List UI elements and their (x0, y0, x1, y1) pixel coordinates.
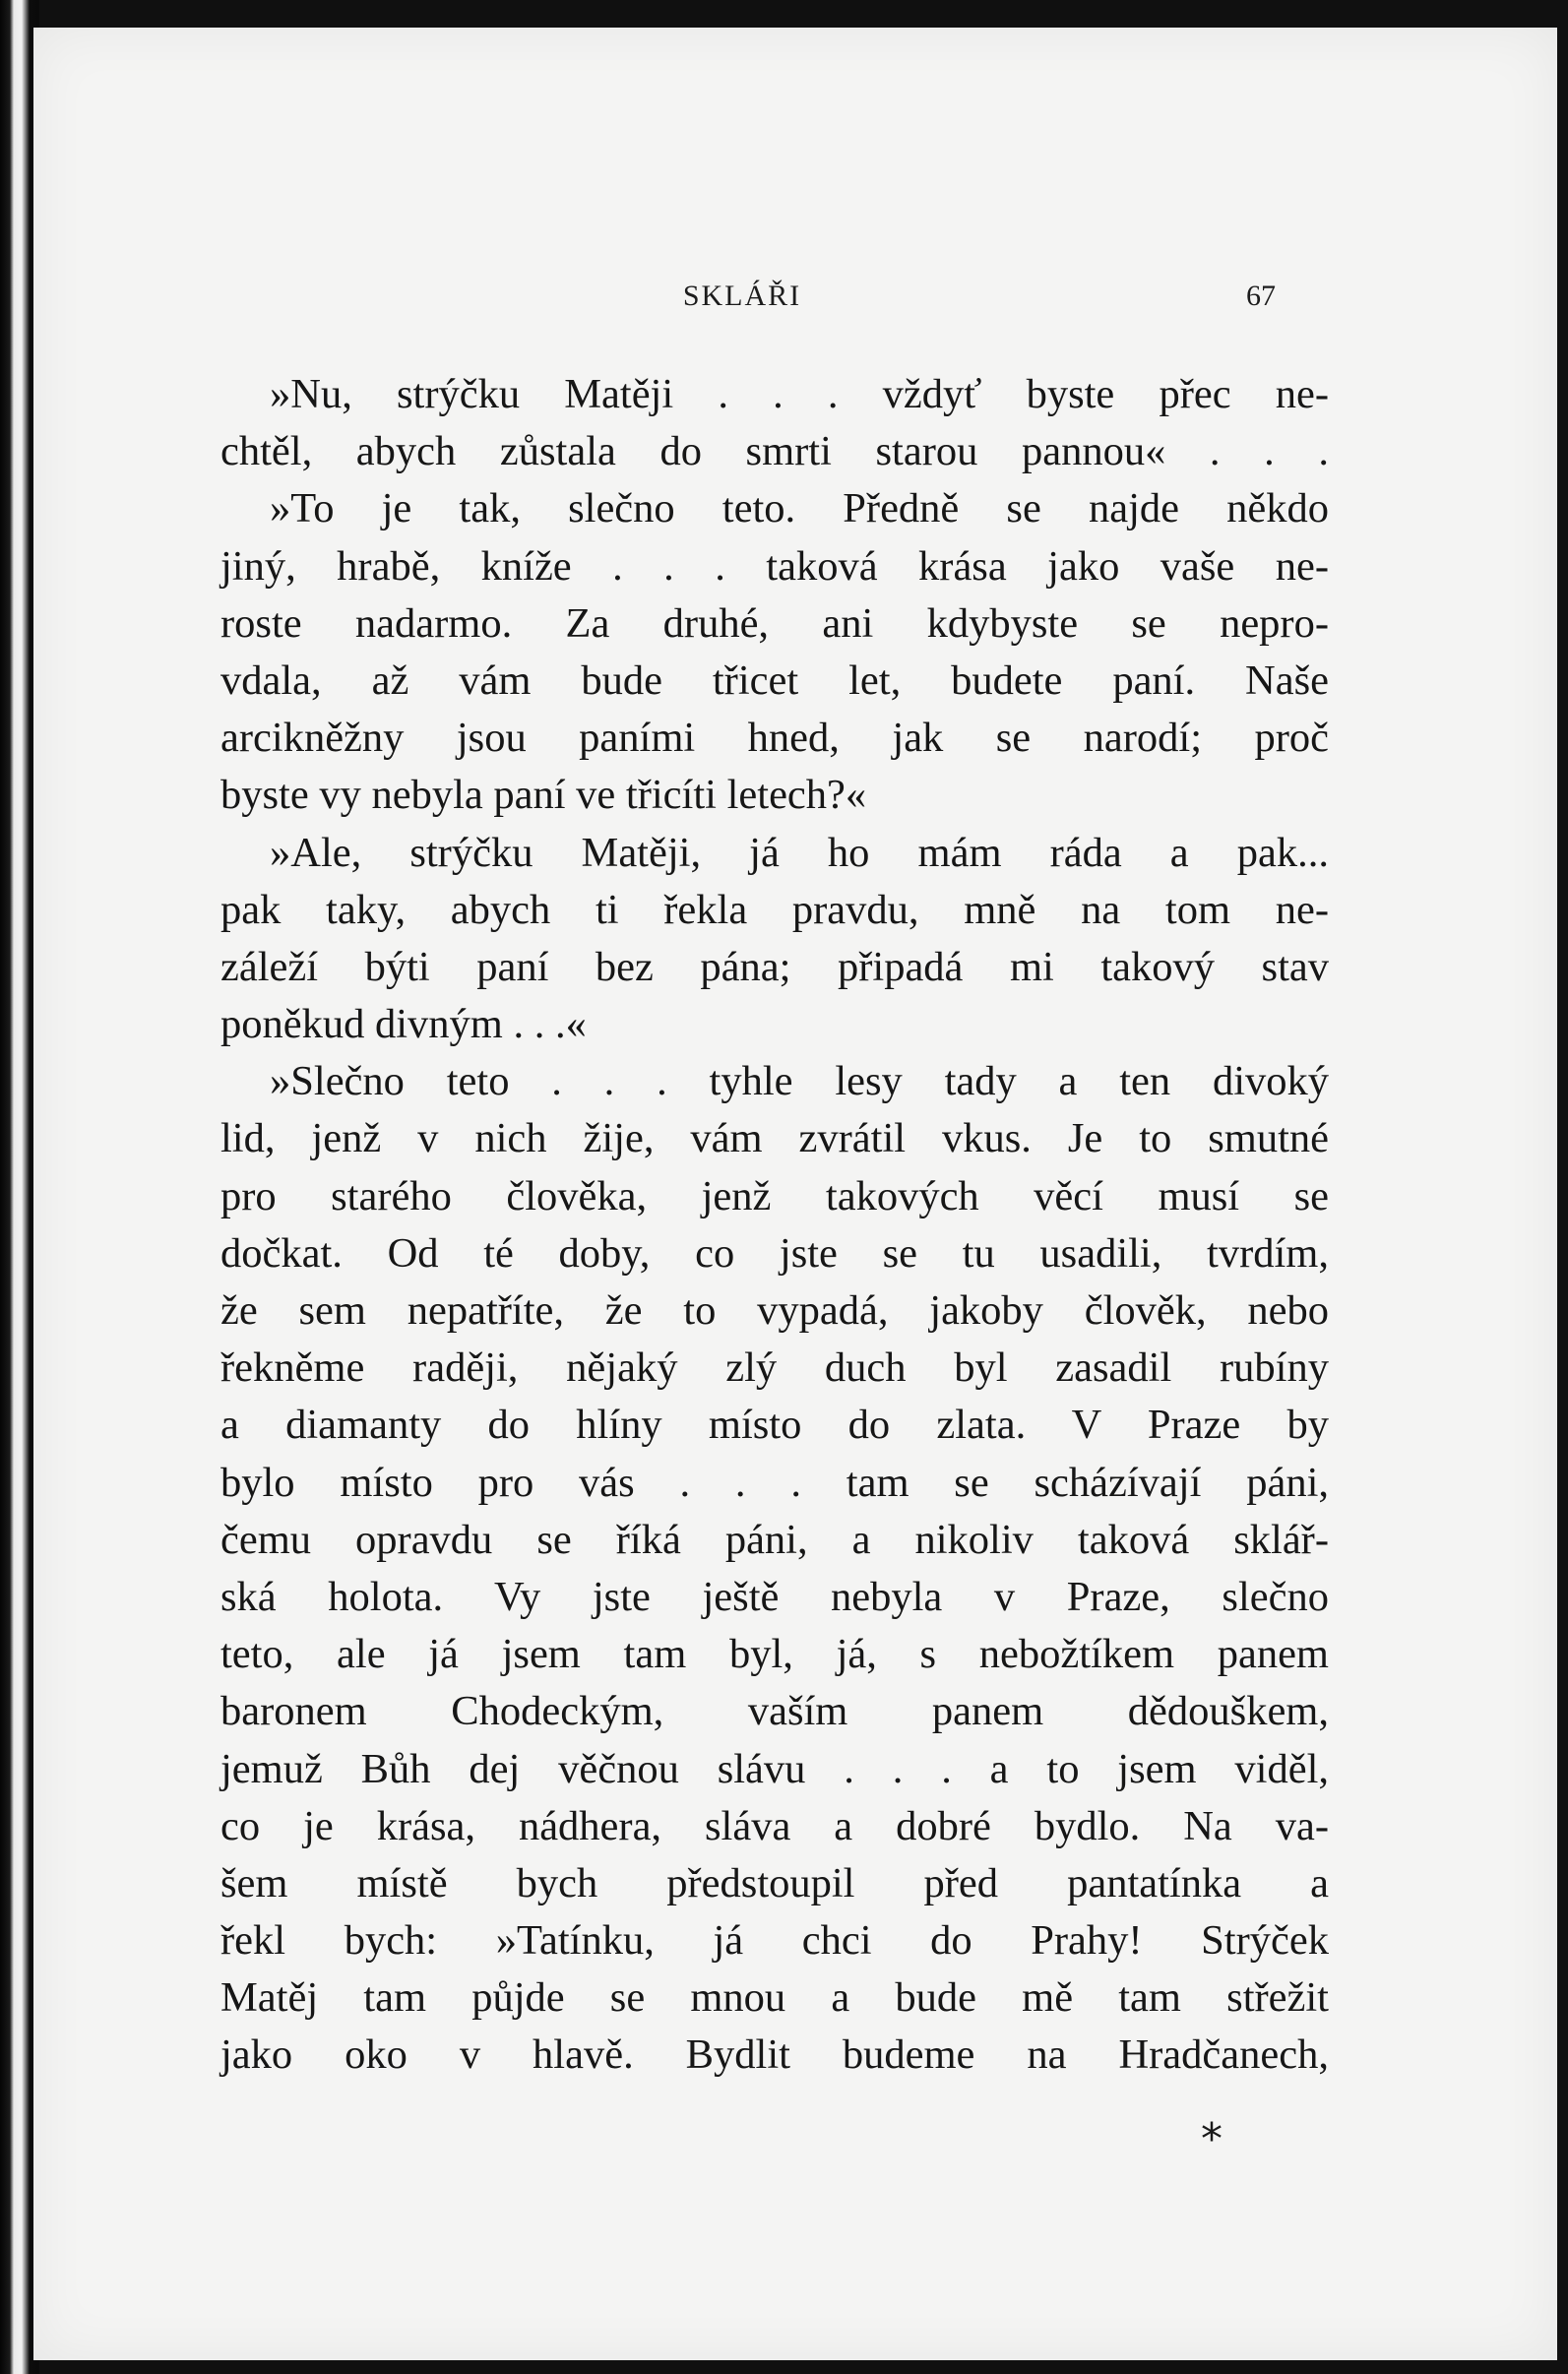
text-line: chtěl, abych zůstala do smrti starou pannou« . . . (220, 428, 1329, 475)
text-line: čemu opravdu se říká páni, a nikoliv taková sklář- (220, 1516, 1329, 1563)
text-line: záleží býti paní bez pána; připadá mi takový stav (220, 943, 1329, 990)
text-line: a diamanty do hlíny místo do zlata. V Praze by (220, 1402, 1329, 1449)
body-text (220, 366, 1329, 2085)
text-line: teto, ale já jsem tam byl, já, s nebožtíkem panem (220, 1631, 1329, 1678)
text-line: řekněme raději, nějaký zlý duch byl zasadil rubíny (220, 1344, 1329, 1392)
text-line: že sem nepatříte, že to vypadá, jakoby člověk, nebo (220, 1287, 1329, 1334)
text-line: poněkud divným . . .« (220, 1001, 587, 1048)
text-line: arcikněžny jsou paními hned, jak se narodí; proč (220, 715, 1329, 762)
text-line: lid, jenž v nich žije, vám zvrátil vkus. Je to smutné (220, 1115, 1329, 1162)
book-page (33, 28, 1557, 2360)
text-line: »Ale, strýčku Matěji, já ho mám ráda a pak... (270, 829, 1329, 876)
signature-mark: * (1201, 2114, 1223, 2164)
text-line: jemuž Bůh dej věčnou slávu . . . a to jsem viděl, (220, 1745, 1329, 1792)
text-line: roste nadarmo. Za druhé, ani kdybyste se nepro- (220, 599, 1329, 647)
text-line: vdala, až vám bude třicet let, budete paní. Naše (220, 656, 1329, 704)
text-line: dočkat. Od té doby, co jste se tu usadili, tvrdím, (220, 1229, 1329, 1277)
text-line: řekl bych: »Tatínku, já chci do Prahy! Strýček (220, 1917, 1329, 1965)
text-line: »Slečno teto . . . tyhle lesy tady a ten divoký (270, 1058, 1329, 1105)
text-line: co je krása, nádhera, sláva a dobré bydlo. Na va- (220, 1802, 1329, 1849)
text-line: »Nu, strýčku Matěji . . . vždyť byste přec ne- (270, 371, 1329, 417)
text-line: »To je tak, slečno teto. Předně se najde někdo (270, 485, 1329, 532)
text-line: bylo místo pro vás . . . tam se scházívají páni, (220, 1459, 1329, 1506)
page-number: 67 (1246, 280, 1276, 312)
text-line: baronem Chodeckým, vaším panem dědouškem, (220, 1688, 1329, 1735)
running-title: SKLÁŘI (682, 280, 802, 312)
text-line: ská holota. Vy jste ještě nebyla v Praze, slečno (220, 1573, 1329, 1620)
text-line: šem místě bych předstoupil před pantatínka a (220, 1859, 1329, 1906)
text-line: byste vy nebyla paní ve třicíti letech?« (220, 772, 867, 819)
text-line: jako oko v hlavě. Bydlit budeme na Hradčanech, (220, 2031, 1329, 2079)
running-head (33, 280, 1557, 319)
text-line: pak taky, abych ti řekla pravdu, mně na tom ne- (220, 886, 1329, 933)
text-line: Matěj tam půjde se mnou a bude mě tam střežit (220, 1974, 1329, 2022)
text-line: pro starého člověka, jenž takových věcí musí se (220, 1172, 1329, 1219)
text-line: jiný, hrabě, kníže . . . taková krása jako vaše ne- (220, 542, 1329, 590)
